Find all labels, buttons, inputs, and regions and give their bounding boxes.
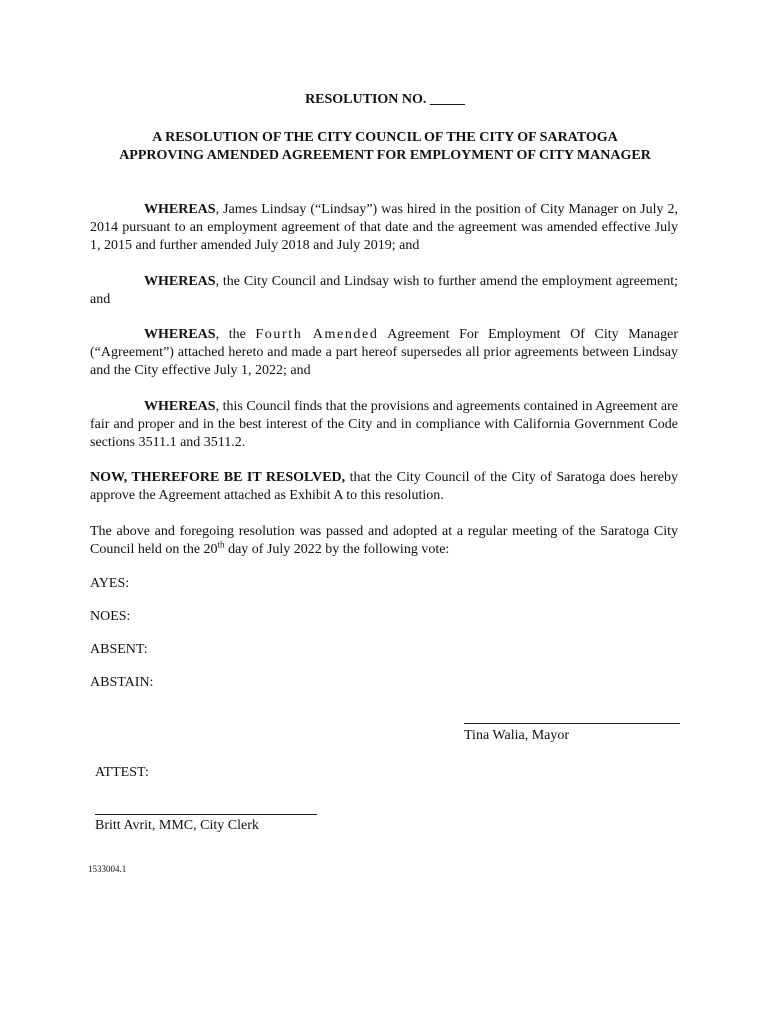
whereas-text: , this Council finds that the provisions and agreements contained in Agreement are fair and proper and in the best interest of the City and in compliance with California Government Code sections 3511.1 and 3511.2. — [90, 399, 678, 450]
document-number: 1533004.1 — [88, 864, 127, 874]
whereas-paragraph-3 — [90, 326, 678, 380]
whereas-paragraph-1 — [90, 201, 678, 255]
clerk-signature-line — [95, 814, 317, 815]
attest-label: ATTEST: — [95, 765, 149, 780]
vote-noes: NOES: — [90, 609, 131, 624]
whereas-text: , the City Council and Lindsay wish to further amend the employment agreement; and — [90, 274, 678, 307]
whereas-lead: WHEREAS — [144, 274, 216, 289]
whereas-lead: WHEREAS — [144, 399, 216, 414]
whereas-lead: WHEREAS — [144, 202, 216, 217]
vote-absent: ABSENT: — [90, 642, 148, 657]
vote-abstain: ABSTAIN: — [90, 675, 154, 690]
adoption-superscript: th — [217, 539, 225, 550]
whereas-pre: , the — [215, 327, 256, 342]
resolution-title — [60, 129, 710, 165]
whereas-paragraph-2 — [90, 273, 678, 309]
resolved-paragraph — [90, 469, 678, 505]
adoption-post: day of July 2022 by the following vote: — [224, 542, 450, 557]
whereas-text: , James Lindsay (“Lindsay”) was hired in the position of City Manager on July 2, 2014 pursuant to an employment agreement of that date and the agreement was amended effective July 1, 2015 and further amended July 2018 and July 2019; and — [90, 202, 678, 253]
whereas-spaced-text: Fourth Amended — [255, 327, 379, 342]
whereas-lead: WHEREAS — [144, 327, 216, 342]
title-line-1: A RESOLUTION OF THE CITY COUNCIL OF THE CITY OF SARATOGA — [152, 130, 618, 145]
clerk-name: Britt Avrit, MMC, City Clerk — [95, 818, 259, 833]
whereas-paragraph-4 — [90, 398, 678, 452]
adoption-pre: The above and foregoing resolution was passed and adopted at a regular meeting of the Saratoga City Council held on the 20 — [90, 524, 678, 557]
title-line-2: APPROVING AMENDED AGREEMENT FOR EMPLOYMENT OF CITY MANAGER — [119, 148, 651, 163]
vote-ayes: AYES: — [90, 576, 130, 591]
resolved-text: that the City Council of the City of Saratoga does hereby approve the Agreement attached as Exhibit A to this resolution. — [90, 470, 678, 503]
resolution-number: RESOLUTION NO. _____ — [305, 92, 465, 107]
adoption-paragraph — [90, 523, 678, 559]
mayor-name: Tina Walia, Mayor — [464, 728, 570, 743]
resolved-lead: NOW, THEREFORE BE IT RESOLVED, — [90, 470, 346, 485]
mayor-signature-line — [464, 723, 680, 724]
whereas-text: Agreement For Employment Of City Manager (“Agreement”) attached hereto and made a part hereof supersedes all prior agreements between Lindsay and the City effective July 1, 2022; and — [90, 327, 678, 378]
